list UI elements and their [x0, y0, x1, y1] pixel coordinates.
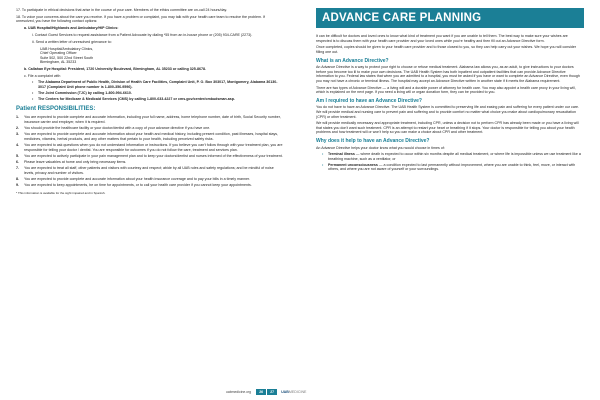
responsibility-item [16, 132, 284, 141]
responsibility-item [16, 166, 284, 175]
item-text: You should provide the healthcare facility or your doctor/dentist with a copy of your advance directive if you have one. [24, 125, 211, 130]
responsibility-item [16, 160, 284, 165]
item-text: You are expected to provide complete and accurate information, including your full name, address, home telephone number, date of birth, Social Security number, insurance carrier and employer, when it is required. [24, 115, 281, 124]
address-line: UAB Hospital/Ambulatory Clinics, [40, 46, 94, 51]
responsibility-item [16, 115, 284, 124]
contact-option-b: b. Callahan Eye Hospital: President, 1720 University Boulevard, Birmingham, AL 35233 or calling 325-8678. [24, 66, 206, 71]
left-page [16, 8, 284, 195]
item-text: You are expected to treat all staff, other patients and visitors with courtesy and respect; abide by all UAB rules and safety regulations; and be mindful of noise levels, privacy and number of visitors. [24, 166, 274, 175]
list-item: • The Centers for Medicare & Medicaid Services (CMS) by calling 1-800-633-4227 or cms.gov/center/ombudsman.asp. [32, 96, 235, 101]
item-text: You are expected to keep appointments, be on time for appointments, or to call your health care provider if you cannot keep your appointments. [24, 183, 252, 188]
responsibility-item [16, 177, 284, 182]
item-number: 6. [16, 159, 19, 164]
section-heading: Am I required to have an Advance Directive? [316, 97, 422, 104]
item-text: You are expected to actively participate in your pain management plan and to keep your doctors/dentist and nurses informed of the effectiveness of your treatment. [24, 153, 283, 158]
rights-item-18: 18. To voice your concerns about the care you receive. If you have a problem or complaint, you may talk with your health care team to resolve the problem. If unresolved, you have the following contact options: [16, 14, 266, 24]
list-item: • Permanent unconsciousness — a condition expected to last permanently without improvement, where you are unable to think, feel, move, or interact with others, and where you are not aware of yourself or your surroundings. [322, 162, 576, 172]
address-line: Suite 502, 500 22nd Street South [40, 55, 94, 60]
contact-option-c: c. File a complaint with [24, 73, 61, 78]
responsibility-item [16, 154, 284, 159]
section-paragraph: An Advance Directive is a way to protect your right to choose or refuse medical treatment. Alabama law allows you, as an adult, to give instructions to your doctors before you become too ill to make your own decisions. The UAB Health System has both inpatient and outpatient facilities that can provide Advance Directive information to you. Federal law states that when you are admitted to a hospital, you must be asked if you have or want to complete an Advance Directive, even though you may not have a chronic or terminal illness. The hospital may accept an Advance Directive written in another state if it meets the Alabama requirement. [316, 65, 580, 83]
responsibility-item [16, 143, 284, 152]
page-title: ADVANCE CARE PLANNING [316, 8, 584, 28]
responsibility-item [16, 183, 284, 188]
item-number: 1. [16, 115, 19, 120]
uab-medicine-logo: UABMEDICINE [281, 390, 307, 394]
intro-paragraph: It can be difficult for doctors and loved ones to know what kind of treatment you want if you are unable to tell them. The best way to make sure your wishes are respected is to discuss them with your health care provider and your loved ones while you're healthy and then fill out an Advance Directive form. [316, 34, 568, 43]
page-number: 26 [256, 389, 266, 395]
item-text: You are expected to ask questions when you do not understand information or instructions. If you believe you can't follow through with your treatment plan, you are responsible for telling your doctor / dentist. You are responsible for outcomes if you do not follow the care, treatment and services plan. [24, 142, 283, 152]
section-paragraph: There are two types of Advance Directive — a living will and a durable power of attorney for health care. You may also appoint a health care proxy in your living will, which is explained on the next page. If you need a living will or organ donation form, they can be provided to you. [316, 85, 576, 95]
section-heading: What is an Advance Directive? [316, 57, 389, 64]
item-number: 8. [16, 176, 19, 181]
footnote: * This information is available for the sight impaired and in Spanish. [16, 190, 106, 195]
item-number: 5. [16, 153, 19, 158]
contact-option-a-ii: ii. Send a written letter of unresolved grievance to: [32, 39, 112, 44]
grievance-address [40, 47, 284, 65]
rights-item-17: 17. To participate in ethical decisions that arise in the course of your care. Members of the ethics committee are on-call 24 hours/day. [16, 8, 228, 12]
list-item: • Terminal illness — where death is expected to occur within six months despite all medical treatment, or where life is impossible unless we use treatment like a breathing machine, such as a ventilator, or [322, 152, 581, 161]
page-number: 27 [267, 389, 277, 395]
page-footer [226, 388, 306, 396]
address-line: Chief Operating Officer [40, 51, 77, 56]
item-number: 2. [16, 125, 19, 130]
item-text: Please leave valuables at home and only bring necessary items. [24, 159, 127, 164]
footer-site: uabmedicine.org [226, 390, 252, 394]
item-number: 7. [16, 166, 19, 171]
item-number: 4. [16, 142, 19, 147]
list-item: • The Alabama Department of Public Health, Division of Health Care Facilities, Complaint Unit, P. O. Box 303017, Montgomery, Alabama 36130-3017 (Complaint Unit phone number is 1-800-356-9596). [32, 80, 278, 90]
item-text: You are expected to provide complete and accurate information about your health insurance coverage and to pay your bills in a timely manner. [24, 176, 251, 181]
list-item: • The Joint Commission (TJC) by calling 1-800-994-6610. [32, 90, 132, 95]
section-paragraph: You do not have to have an Advance Directive. The UAB Health System is committed to preserving life and easing pain and suffering for every patient under our care. We will provide medical and nursing care to prevent pain and suffering and to provide comfort no matter what choice you make about cardiopulmonary resuscitation (CPR) or other treatment. [316, 105, 580, 119]
item-number: 3. [16, 132, 19, 137]
item-text: You are expected to provide complete and accurate information about your health and medical history, including present condition, past illnesses, hospital stays, medicines, vitamins, herbal products, and any other matters that pertain to your health, including perceived safety risks. [24, 132, 279, 141]
right-page [316, 8, 584, 173]
intro-paragraph: Once completed, copies should be given to your health care provider and to those closest to you, so they can help carry out your wishes. We hope you will consider filling one out. [316, 45, 577, 54]
section-paragraph: We will provide medically necessary and appropriate treatment, including CPR, unless a decision not to perform CPR has already been made or you have a living will that states you don't want such treatment. CPR is an attempt to restart your heart or breathing if it stops. Your doctor is responsible for telling you about your health problems and how treatment will or won't help so you can make a choice about CPR and other treatment. [316, 121, 579, 135]
section-paragraph: An Advance Directive helps your doctor know what you would choose in times of: [316, 145, 445, 150]
item-number: 9. [16, 183, 19, 188]
contact-option-a: a. UAB Hospital/Highlands and Ambulatory/HIP Clinics: [24, 26, 119, 31]
responsibilities-heading: Patient RESPONSIBILITIES: [16, 106, 96, 113]
responsibility-item [16, 126, 284, 131]
address-line: Birmingham, AL 35233 [40, 60, 77, 65]
responsibilities-list [16, 115, 284, 187]
section-heading: Why does it help to have an Advance Directive? [316, 138, 430, 145]
contact-option-a-i: i. Contact Guest Services to request assistance from a Patient Advocate by dialing *55 from an in-house phone or (205) 934-CARE (2273). [32, 32, 253, 37]
